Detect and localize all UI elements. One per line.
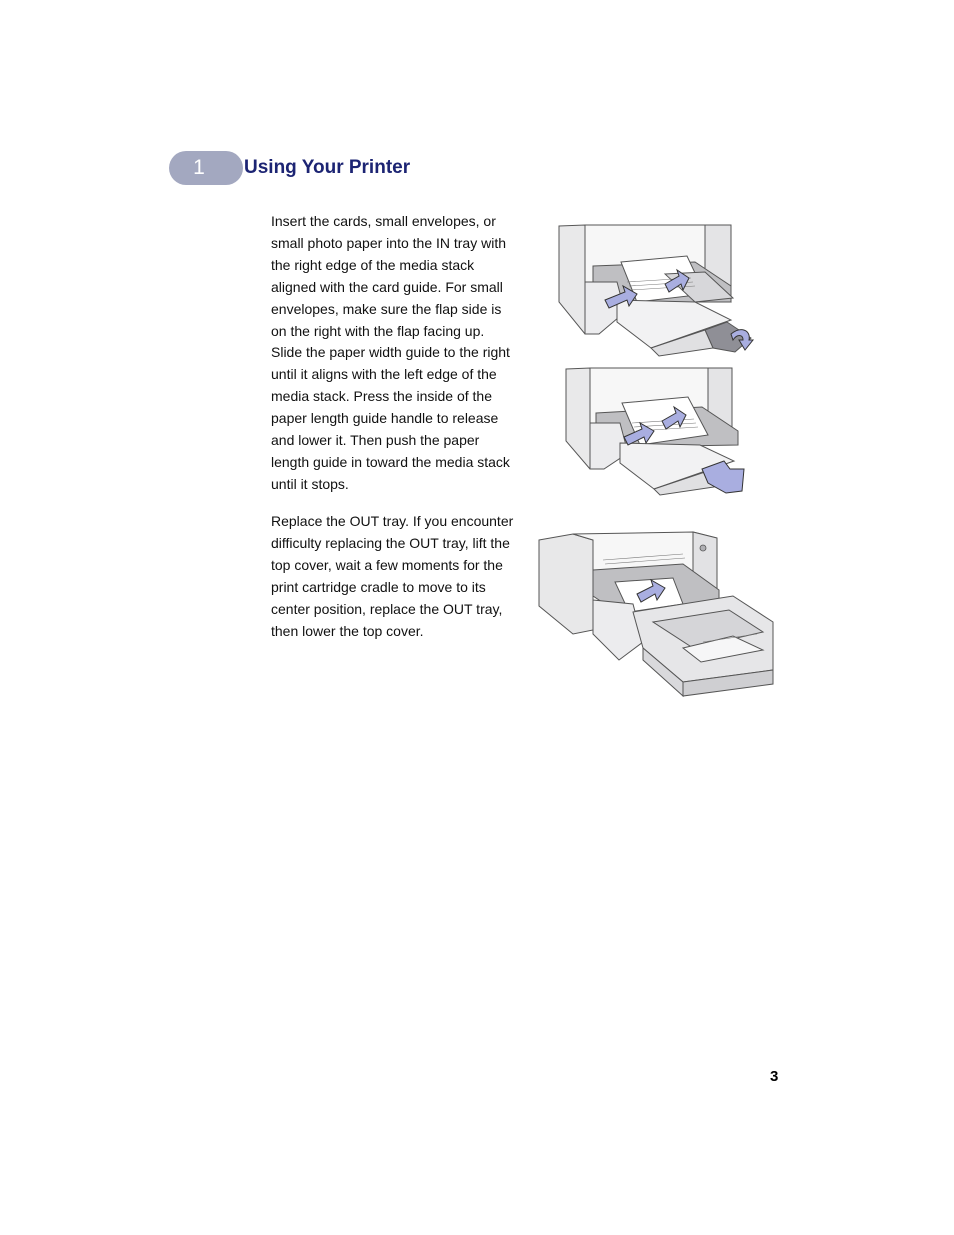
chapter-title: Using Your Printer [244, 157, 411, 178]
page-number: 3 [770, 1068, 779, 1085]
instruction-paragraph-insert-media: Insert the cards, small envelopes, or small photo paper into the IN tray with the right edge of the media stack aligned with the card guide. For small envelopes, make sure the flap side is on the right with the flap facing up. Slide the paper width guide to the right until it aligns with the left edge of the media stack. Press the inside of the paper length guide handle to release and lower it. Then push the paper length guide in toward the media stack until it stops. [271, 213, 510, 492]
instruction-paragraph-replace-out-tray: Replace the OUT tray. If you encounter difficulty replacing the OUT tray, lift the top cover, wait a few moments for the print cartridge cradle to move to its center position, replace the OUT tray, then lower the top cover. [271, 513, 514, 639]
adjust-guides-illustration [562, 365, 752, 497]
chapter-number-badge [169, 151, 243, 185]
replace-out-tray-illustration [533, 530, 778, 702]
insert-media-illustration [555, 222, 755, 358]
indicator-light-icon [700, 545, 706, 551]
chapter-number: 1 [193, 156, 205, 179]
